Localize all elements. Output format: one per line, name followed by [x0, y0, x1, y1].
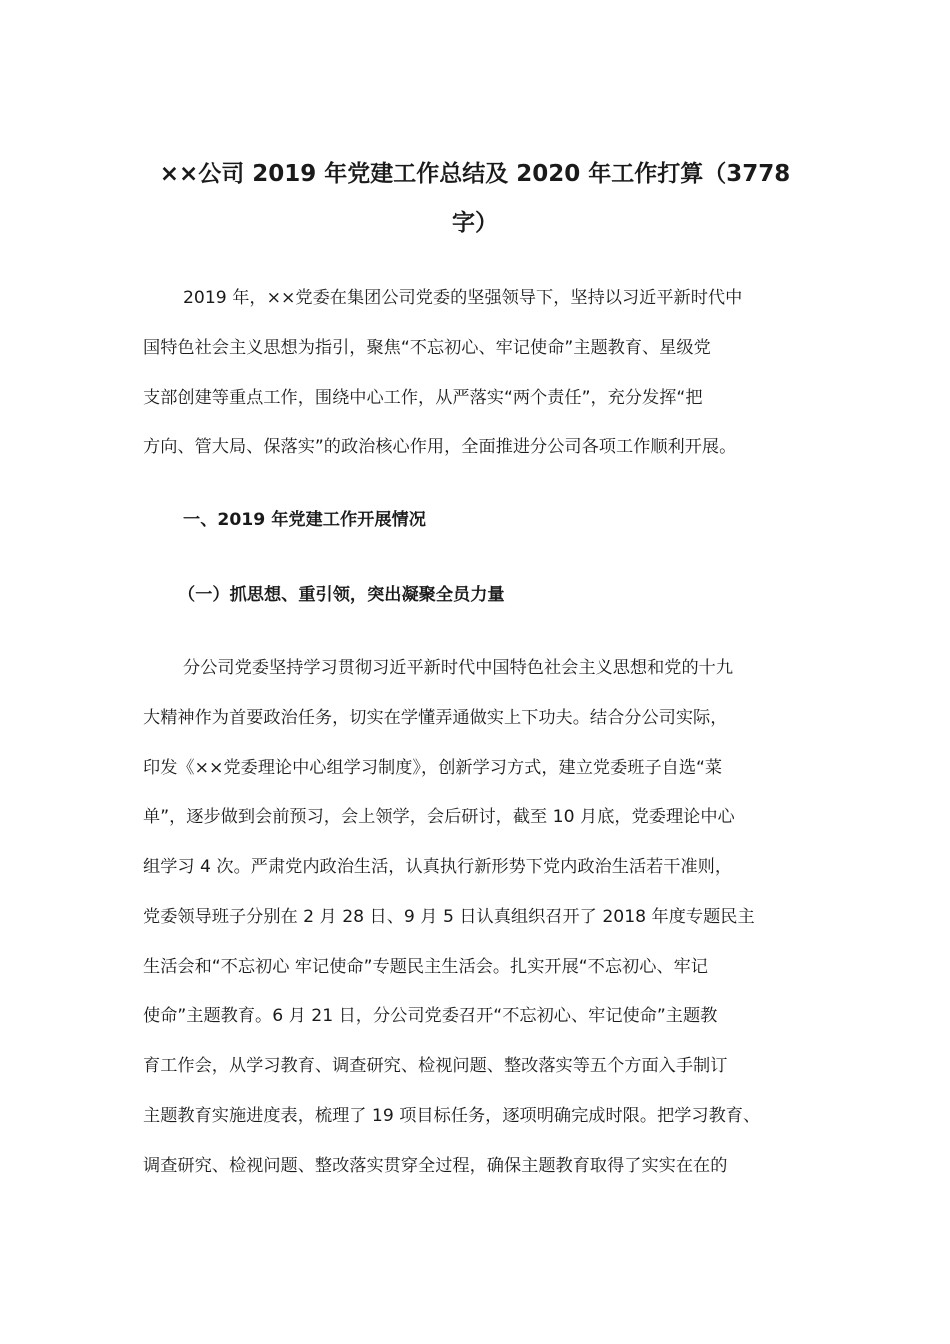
title-line-1: ××公司 2019 年党建工作总结及 2020 年工作打算（3778 — [159, 161, 791, 187]
paragraph-line: 主题教育实施进度表，梳理了 19 项目标任务，逐项明确完成时限。把学习教育、 — [143, 1106, 761, 1126]
paragraph-line: 大精神作为首要政治任务，切实在学懂弄通做实上下功夫。结合分公司实际， — [143, 708, 728, 728]
section-heading: 一、2019 年党建工作开展情况 — [183, 510, 426, 530]
intro-line: 支部创建等重点工作，围绕中心工作，从严落实“两个责任”，充分发挥“把 — [143, 388, 703, 408]
paragraph-line: 分公司党委坚持学习贯彻习近平新时代中国特色社会主义思想和党的十九 — [183, 658, 734, 678]
intro-line: 国特色社会主义思想为指引，聚焦“不忘初心、牢记使命”主题教育、星级党 — [143, 338, 711, 358]
paragraph-line: 使命”主题教育。6 月 21 日，分公司党委召开“不忘初心、牢记使命”主题教 — [143, 1006, 718, 1026]
paragraph-line: 印发《××党委理论中心组学习制度》，创新学习方式，建立党委班子自选“菜 — [143, 758, 723, 778]
intro-line: 方向、管大局、保落实”的政治核心作用，全面推进分公司各项工作顺利开展。 — [143, 437, 737, 457]
paragraph-line: 生活会和“不忘初心 牢记使命”专题民主生活会。扎实开展“不忘初心、牢记 — [143, 957, 708, 977]
paragraph-line: 组学习 4 次。严肃党内政治生活，认真执行新形势下党内政治生活若干准则， — [143, 857, 733, 877]
title-line-2: 字） — [452, 210, 498, 236]
paragraph-line: 党委领导班子分别在 2 月 28 日、9 月 5 日认真组织召开了 2018 年度专题民主 — [143, 907, 755, 927]
document-title — [130, 150, 820, 248]
paragraph-line: 育工作会，从学习教育、调查研究、检视问题、整改落实等五个方面入手制订 — [143, 1056, 728, 1076]
subsection-heading: （一）抓思想、重引领，突出凝聚全员力量 — [178, 585, 505, 605]
paragraph-line: 调查研究、检视问题、整改落实贯穿全过程，确保主题教育取得了实实在在的 — [143, 1156, 728, 1176]
paragraph-line: 单”，逐步做到会前预习，会上领学，会后研讨，截至 10 月底，党委理论中心 — [143, 807, 735, 827]
intro-line: 2019 年，××党委在集团公司党委的坚强领导下，坚持以习近平新时代中 — [183, 288, 743, 308]
